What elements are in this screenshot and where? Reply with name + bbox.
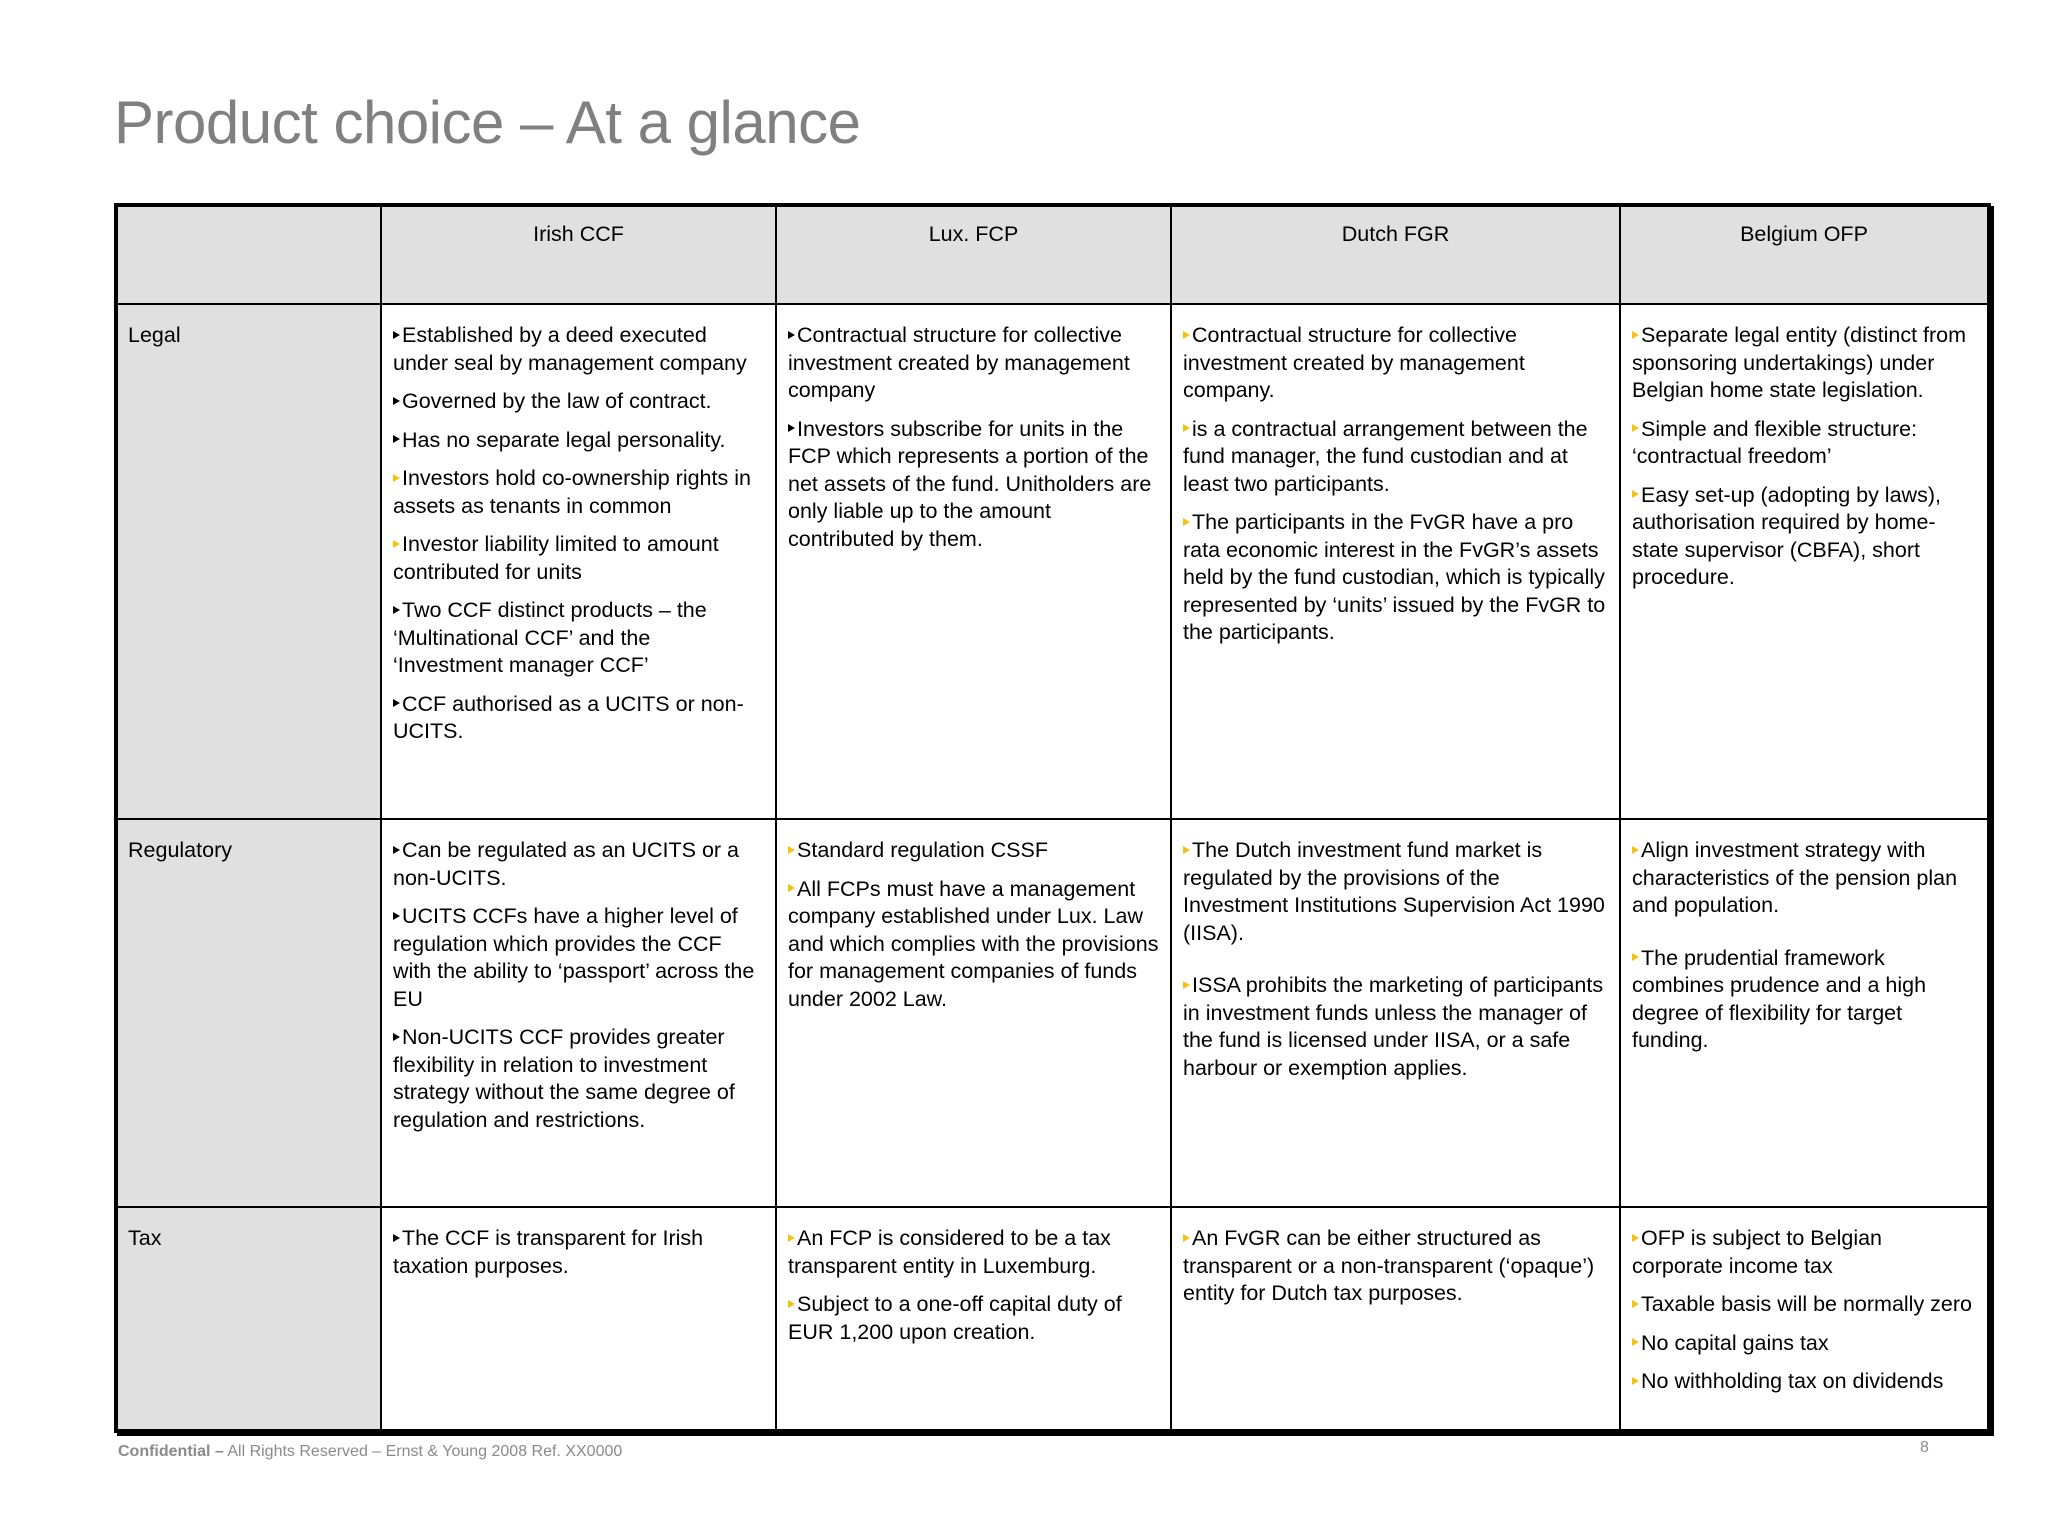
list-item [393, 388, 765, 416]
triangle-bullet-icon [393, 1234, 400, 1242]
triangle-bullet-icon [1183, 424, 1190, 432]
triangle-bullet-icon [1632, 953, 1639, 961]
list-item [1632, 837, 1977, 920]
triangle-bullet-icon [1632, 1300, 1639, 1308]
bullet-list [1183, 322, 1609, 647]
triangle-bullet-icon [1183, 981, 1190, 989]
list-item [1632, 1368, 1977, 1396]
list-item [393, 903, 765, 1013]
cell-irish-ccf [381, 819, 776, 1207]
list-item [788, 322, 1160, 405]
cell-belgium-ofp [1620, 1207, 1989, 1431]
list-item [788, 1225, 1160, 1280]
bullet-text: No withholding tax on dividends [1641, 1369, 1944, 1393]
cell-dutch-fgr [1171, 304, 1620, 819]
triangle-bullet-icon [393, 474, 400, 482]
row-label: Tax [116, 1207, 381, 1431]
column-header-irish-ccf: Irish CCF [381, 205, 776, 304]
bullet-text: Investors subscribe for units in the FCP which represents a portion of the net assets of the fund. Unitholders are only liable up to the amount contributed by them. [788, 416, 1152, 551]
list-item [1183, 837, 1609, 947]
bullet-text: Governed by the law of contract. [402, 389, 712, 413]
list-item [1632, 482, 1977, 592]
footer-confidential: Confidential – [118, 1443, 224, 1460]
bullet-list [788, 1225, 1160, 1346]
bullet-list [393, 1225, 765, 1280]
bullet-text: CCF authorised as a UCITS or non-UCITS. [393, 691, 744, 743]
bullet-text: All FCPs must have a management company established under Lux. Law and which complies with the provisions for management companies of funds under 2002 Law. [788, 876, 1159, 1011]
list-item [1632, 322, 1977, 405]
table-row [116, 304, 1989, 819]
row-label: Regulatory [116, 819, 381, 1207]
list-item [1632, 945, 1977, 1055]
list-item [1183, 1225, 1609, 1308]
triangle-bullet-icon [1183, 846, 1190, 854]
triangle-bullet-icon [788, 846, 795, 854]
bullet-text: Contractual structure for collective investment created by management company. [1183, 323, 1525, 402]
cell-lux-fcp [776, 304, 1171, 819]
triangle-bullet-icon [788, 1234, 795, 1242]
bullet-text: Subject to a one-off capital duty of EUR 1,200 upon creation. [788, 1292, 1122, 1344]
bullet-text: ISSA prohibits the marketing of participants in investment funds unless the manager of the fund is licensed under IISA, or a safe harbour or exemption applies. [1183, 973, 1604, 1080]
triangle-bullet-icon [393, 1033, 400, 1041]
list-item [1632, 1291, 1977, 1319]
bullet-text: is a contractual arrangement between the fund manager, the fund custodian and at least two participants. [1183, 416, 1588, 496]
list-item [788, 837, 1160, 865]
list-item [393, 691, 765, 746]
bullet-list [393, 837, 765, 1134]
list-item [393, 322, 765, 377]
bullet-text: The CCF is transparent for Irish taxation purposes. [393, 1226, 704, 1278]
footer-copyright [118, 1443, 622, 1461]
cell-dutch-fgr [1171, 819, 1620, 1207]
bullet-list [788, 837, 1160, 1013]
bullet-list [1632, 837, 1977, 1055]
list-item [393, 531, 765, 586]
bullet-text: Align investment strategy with characteristics of the pension plan and population. [1632, 838, 1958, 917]
list-item [393, 597, 765, 680]
column-header-belgium-ofp: Belgium OFP [1620, 205, 1989, 304]
table-header-row [116, 205, 1989, 304]
triangle-bullet-icon [1632, 490, 1639, 498]
triangle-bullet-icon [1632, 1234, 1639, 1242]
bullet-text: Investors hold co-ownership rights in assets as tenants in common [393, 466, 751, 518]
triangle-bullet-icon [393, 397, 400, 405]
cell-dutch-fgr [1171, 1207, 1620, 1431]
cell-lux-fcp [776, 819, 1171, 1207]
page-number: 8 [1920, 1439, 1929, 1456]
bullet-text: Has no separate legal personality. [402, 427, 726, 452]
bullet-text: Can be regulated as an UCITS or a non-UCITS. [393, 838, 740, 890]
bullet-list [788, 322, 1160, 553]
bullet-list [1183, 1225, 1609, 1308]
bullet-text: Easy set-up (adopting by laws), authorisation required by home-state supervisor (CBFA), short procedure. [1632, 482, 1941, 589]
triangle-bullet-icon [1632, 1377, 1639, 1385]
bullet-text: Simple and flexible structure: ‘contractual freedom’ [1632, 416, 1918, 468]
list-item [1632, 416, 1977, 471]
bullet-text: Taxable basis will be normally zero [1641, 1292, 1973, 1316]
table-row [116, 819, 1989, 1207]
bullet-text: Standard regulation CSSF [797, 838, 1048, 862]
row-label: Legal [116, 304, 381, 819]
bullet-text: OFP is subject to Belgian corporate income tax [1632, 1226, 1883, 1278]
bullet-text: Two CCF distinct products – the ‘Multinational CCF’ and the ‘Investment manager CCF’ [393, 598, 707, 677]
cell-irish-ccf [381, 304, 776, 819]
triangle-bullet-icon [393, 540, 400, 548]
list-item [393, 837, 765, 892]
column-header-dutch-fgr: Dutch FGR [1171, 205, 1620, 304]
triangle-bullet-icon [788, 424, 795, 432]
list-item [1183, 509, 1609, 647]
triangle-bullet-icon [1632, 331, 1639, 339]
bullet-text: The Dutch investment fund market is regulated by the provisions of the Investment Institutions Supervision Act 1990 (IISA). [1183, 838, 1605, 945]
list-item [788, 1291, 1160, 1346]
bullet-text: An FvGR can be either structured as transparent or a non-transparent (‘opaque’) entity for Dutch tax purposes. [1183, 1226, 1595, 1305]
triangle-bullet-icon [788, 1300, 795, 1308]
cell-irish-ccf [381, 1207, 776, 1431]
bullet-list [1632, 1225, 1977, 1396]
bullet-list [1632, 322, 1977, 592]
triangle-bullet-icon [393, 912, 400, 920]
triangle-bullet-icon [1632, 424, 1639, 432]
triangle-bullet-icon [393, 699, 400, 707]
list-item [1183, 972, 1609, 1082]
cell-lux-fcp [776, 1207, 1171, 1431]
bullet-text: The participants in the FvGR have a pro rata economic interest in the FvGR’s assets held by the fund custodian, which is typically represented by ‘units’ issued by the FvGR to the participants. [1183, 510, 1606, 644]
list-item [1183, 322, 1609, 405]
comparison-table [114, 203, 1991, 1433]
bullet-text: UCITS CCFs have a higher level of regulation which provides the CCF with the ability to ‘passport’ across the EU [393, 904, 755, 1011]
table-row [116, 1207, 1989, 1431]
triangle-bullet-icon [1183, 518, 1190, 526]
triangle-bullet-icon [393, 435, 400, 443]
bullet-text: Separate legal entity (distinct from sponsoring undertakings) under Belgian home state legislation. [1632, 323, 1967, 402]
bullet-text: An FCP is considered to be a tax transparent entity in Luxemburg. [788, 1226, 1111, 1278]
triangle-bullet-icon [788, 331, 795, 339]
triangle-bullet-icon [1632, 846, 1639, 854]
header-corner-cell [116, 205, 381, 304]
list-item [393, 1225, 765, 1280]
triangle-bullet-icon [1183, 331, 1190, 339]
triangle-bullet-icon [393, 606, 400, 614]
triangle-bullet-icon [1632, 1338, 1639, 1346]
list-item [393, 465, 765, 520]
list-item [393, 427, 765, 455]
bullet-text: Established by a deed executed under seal by management company [393, 323, 747, 375]
cell-belgium-ofp [1620, 819, 1989, 1207]
bullet-text: Investor liability limited to amount contributed for units [393, 532, 719, 584]
list-item [1632, 1330, 1977, 1358]
bullet-list [1183, 837, 1609, 1082]
bullet-text: Contractual structure for collective investment created by management company [788, 323, 1130, 402]
bullet-text: No capital gains tax [1641, 1330, 1829, 1355]
bullet-text: Non-UCITS CCF provides greater flexibility in relation to investment strategy without the same degree of regulation and restrictions. [393, 1025, 735, 1132]
triangle-bullet-icon [788, 884, 795, 892]
list-item [1183, 416, 1609, 499]
triangle-bullet-icon [393, 846, 400, 854]
triangle-bullet-icon [393, 331, 400, 339]
cell-belgium-ofp [1620, 304, 1989, 819]
page-title: Product choice – At a glance [114, 89, 861, 156]
list-item [1632, 1225, 1977, 1280]
bullet-list [393, 322, 765, 746]
triangle-bullet-icon [1183, 1234, 1190, 1242]
column-header-lux-fcp: Lux. FCP [776, 205, 1171, 304]
list-item [788, 416, 1160, 554]
list-item [393, 1024, 765, 1134]
bullet-text: The prudential framework combines prudence and a high degree of flexibility for target funding. [1632, 945, 1927, 1052]
footer-rights: All Rights Reserved – Ernst & Young 2008 Ref. XX0000 [223, 1443, 623, 1460]
list-item [788, 876, 1160, 1014]
